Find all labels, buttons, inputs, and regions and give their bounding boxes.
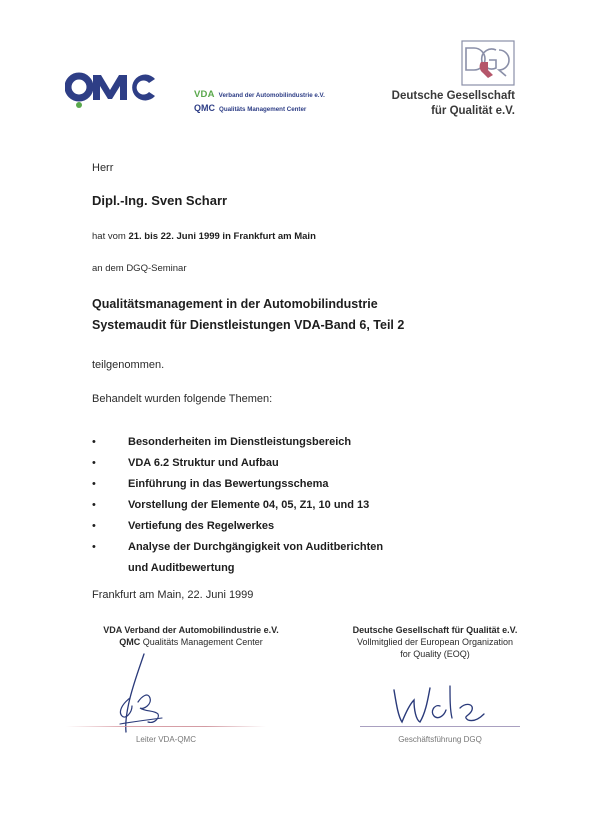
seminar-title <box>92 294 404 336</box>
place-and-date: Frankfurt am Main, 22. Juni 1999 <box>92 589 254 601</box>
seminar-title-line2: Systemaudit für Dienstleistungen VDA-Band 6, Teil 2 <box>92 318 405 332</box>
topics-list <box>92 432 512 579</box>
signature-block-dgq <box>330 624 540 660</box>
date-prefix: hat vom <box>92 231 129 242</box>
bullet: • <box>92 541 96 553</box>
dgq-name-line1: Deutsche Gesellschaft <box>391 90 515 102</box>
qmc-abbreviation: QMC <box>194 103 215 113</box>
topic-text: Vorstellung der Elemente 04, 05, Z1, 10 und 13 <box>128 499 370 511</box>
seminar-location: Frankfurt am Main <box>233 231 316 242</box>
date-range: 21. bis 22. Juni 1999 <box>128 231 220 242</box>
list-item <box>92 537 512 579</box>
salutation: Herr <box>92 162 114 174</box>
vda-full-name: Verband der Automobilindustrie e.V. <box>218 92 325 99</box>
dgq-logo <box>461 40 515 86</box>
role-dgq: Geschäftsführung DGQ <box>398 735 482 744</box>
list-item <box>92 495 512 516</box>
bullet: • <box>92 520 96 532</box>
topics-intro: Behandelt wurden folgende Themen: <box>92 393 273 405</box>
dgq-signatory-org: Deutsche Gesellschaft für Qualität e.V. <box>352 625 518 635</box>
topic-text: VDA 6.2 Struktur und Aufbau <box>128 457 279 469</box>
list-item <box>92 432 512 453</box>
signature-line-left <box>66 726 266 727</box>
participated-text: teilgenommen. <box>92 359 165 371</box>
qmc-signatory-name: Qualitäts Management Center <box>140 637 263 647</box>
bullet: • <box>92 478 96 490</box>
list-item <box>92 516 512 537</box>
vda-signatory-org: VDA Verband der Automobilindustrie e.V. <box>103 625 279 635</box>
dgq-name-line2: für Qualität e.V. <box>431 105 515 117</box>
qmc-signatory-abbr: QMC <box>119 637 141 647</box>
date-in: in <box>219 231 234 242</box>
signature-dgq <box>388 682 488 730</box>
qmc-logo <box>65 70 157 108</box>
seminar-title-line1: Qualitätsmanagement in der Automobilindustrie <box>92 297 378 311</box>
signature-line-right <box>360 726 520 727</box>
eoq-membership-line1: Vollmitglied der European Organization <box>356 637 514 647</box>
recipient-name: Dipl.-Ing. Sven Scharr <box>92 193 228 208</box>
qmc-signatory-org <box>68 636 314 648</box>
role-vda-qmc: Leiter VDA-QMC <box>135 735 196 744</box>
signature-vda-qmc <box>110 652 170 734</box>
topic-text: Besonderheiten im Dienstleistungsbereich <box>128 436 352 448</box>
seminar-intro: an dem DGQ-Seminar <box>92 263 187 274</box>
bullet: • <box>92 436 96 448</box>
topic-text: Analyse der Durchgängigkeit von Auditberichten <box>128 541 384 553</box>
topic-text: Vertiefung des Regelwerkes <box>128 520 275 532</box>
topic-text: Einführung in das Bewertungsschema <box>128 478 329 490</box>
bullet: • <box>92 499 96 511</box>
list-item <box>92 474 512 495</box>
dgq-organization-name <box>372 89 515 119</box>
list-item <box>92 453 512 474</box>
eoq-membership-line2: for Quality (EOQ) <box>400 649 470 659</box>
vda-qmc-mark <box>194 89 344 117</box>
signature-block-vda <box>68 624 314 648</box>
vda-abbreviation: VDA <box>194 89 215 100</box>
topic-text-continued: und Auditbewertung <box>128 562 235 574</box>
attendance-date-line <box>92 231 316 242</box>
qmc-full-name: Qualitäts Management Center <box>219 106 307 113</box>
bullet: • <box>92 457 96 469</box>
